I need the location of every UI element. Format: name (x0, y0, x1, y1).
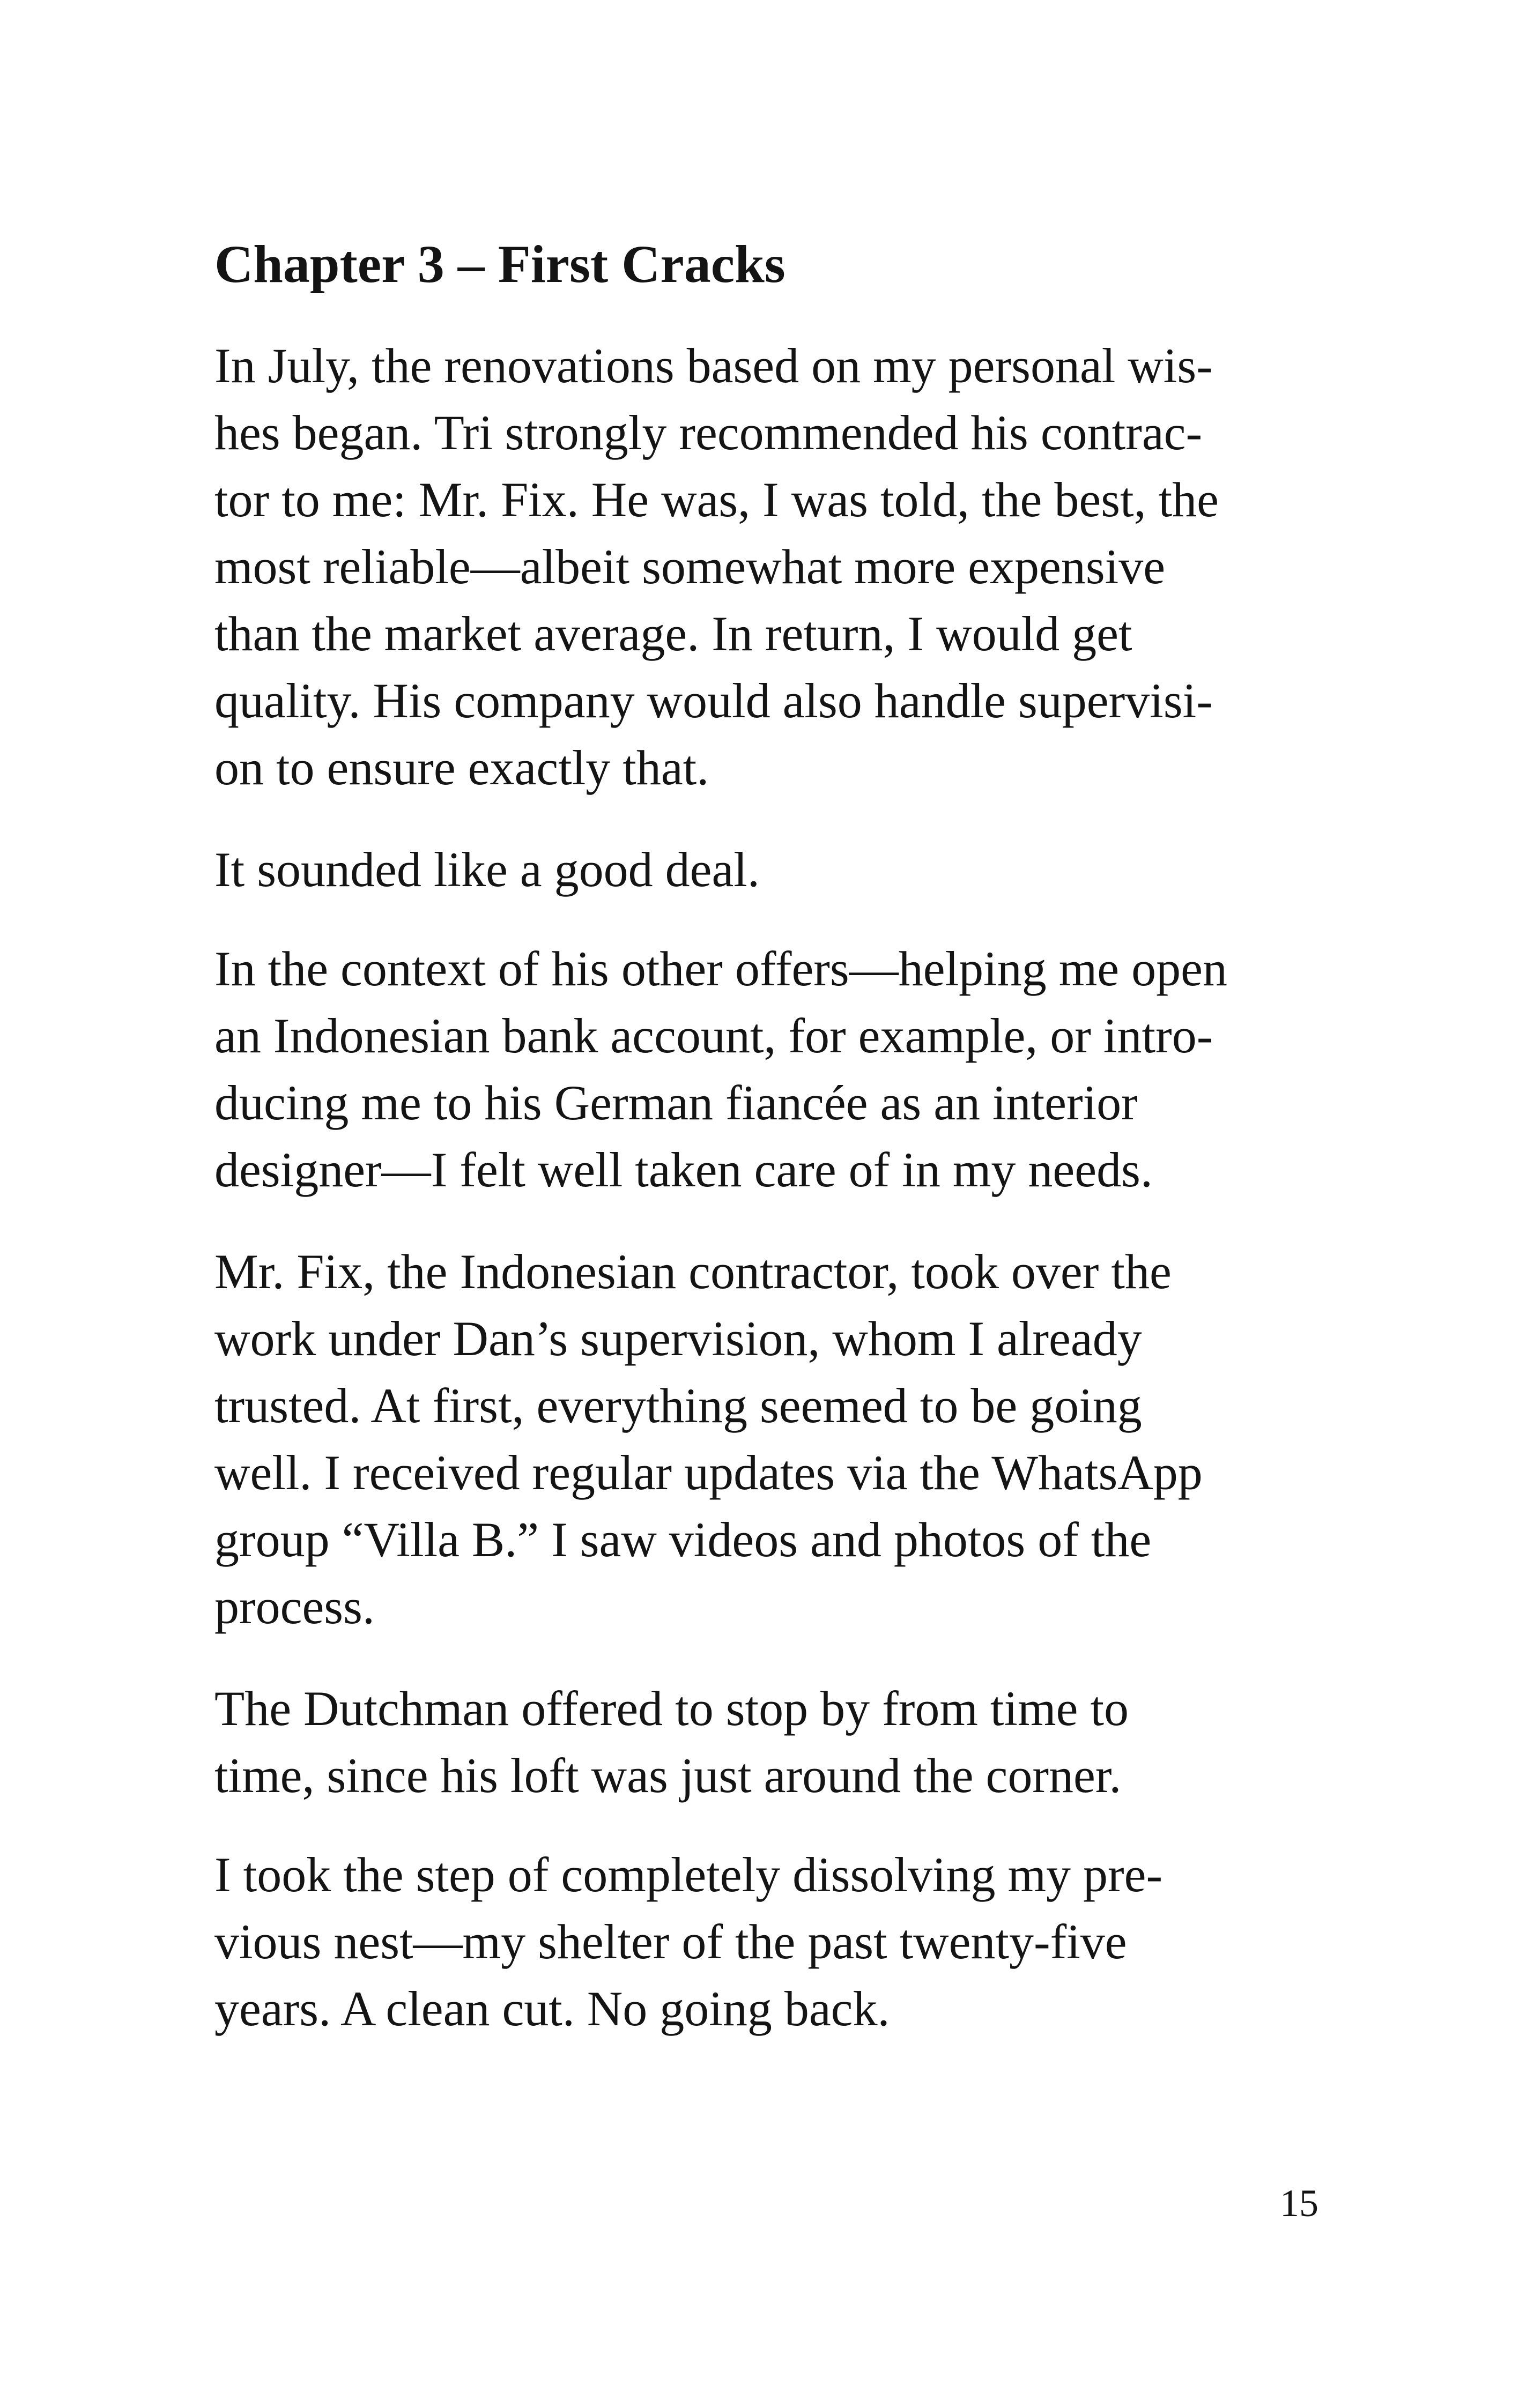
paragraph-dutchman (214, 1675, 1129, 1809)
paragraph-line: well. I received regular updates via the WhatsApp (214, 1445, 1203, 1500)
paragraph-line: on to ensure exactly that. (214, 740, 709, 795)
paragraph-line: vious nest—my shelter of the past twenty-five (214, 1914, 1127, 1969)
paragraph-line: work under Dan’s supervision, whom I already (214, 1311, 1142, 1366)
paragraph-line: It sounded like a good deal. (214, 842, 760, 897)
paragraph-line: trusted. At first, everything seemed to be going (214, 1378, 1142, 1433)
chapter-title: Chapter 3 – First Cracks (214, 234, 786, 294)
paragraph-line: than the market average. In return, I would get (214, 606, 1132, 661)
paragraph-line: most reliable—albeit somewhat more expensive (214, 539, 1166, 594)
paragraph-line: process. (214, 1579, 375, 1634)
paragraph-line: years. A clean cut. No going back. (214, 1981, 890, 2036)
paragraph-line: group “Villa B.” I saw videos and photos of the (214, 1512, 1152, 1567)
paragraph-line: ducing me to his German fiancée as an interior (214, 1075, 1138, 1130)
page-number: 15 (1280, 2182, 1318, 2225)
paragraph-other-offers (214, 935, 1227, 1203)
paragraph-renovations (214, 332, 1219, 801)
paragraph-line: an Indonesian bank account, for example, or intro- (214, 1008, 1213, 1063)
paragraph-contractor (214, 1238, 1203, 1640)
paragraph-line: Mr. Fix, the Indonesian contractor, took over the (214, 1244, 1172, 1299)
paragraph-line: designer—I felt well taken care of in my needs. (214, 1142, 1153, 1197)
paragraph-good-deal (214, 836, 760, 903)
paragraph-clean-cut (214, 1841, 1162, 2042)
paragraph-line: I took the step of completely dissolving my pre- (214, 1847, 1163, 1902)
paragraph-line: The Dutchman offered to stop by from time to (214, 1681, 1129, 1736)
paragraph-line: tor to me: Mr. Fix. He was, I was told, the best, the (214, 472, 1219, 527)
paragraph-line: quality. His company would also handle supervisi- (214, 673, 1213, 728)
paragraph-line: time, since his loft was just around the corner. (214, 1748, 1122, 1803)
paragraph-line: hes began. Tri strongly recommended his contrac- (214, 405, 1203, 460)
paragraph-line: In the context of his other offers—helping me open (214, 941, 1227, 996)
paragraph-line: In July, the renovations based on my personal wis- (214, 338, 1213, 393)
